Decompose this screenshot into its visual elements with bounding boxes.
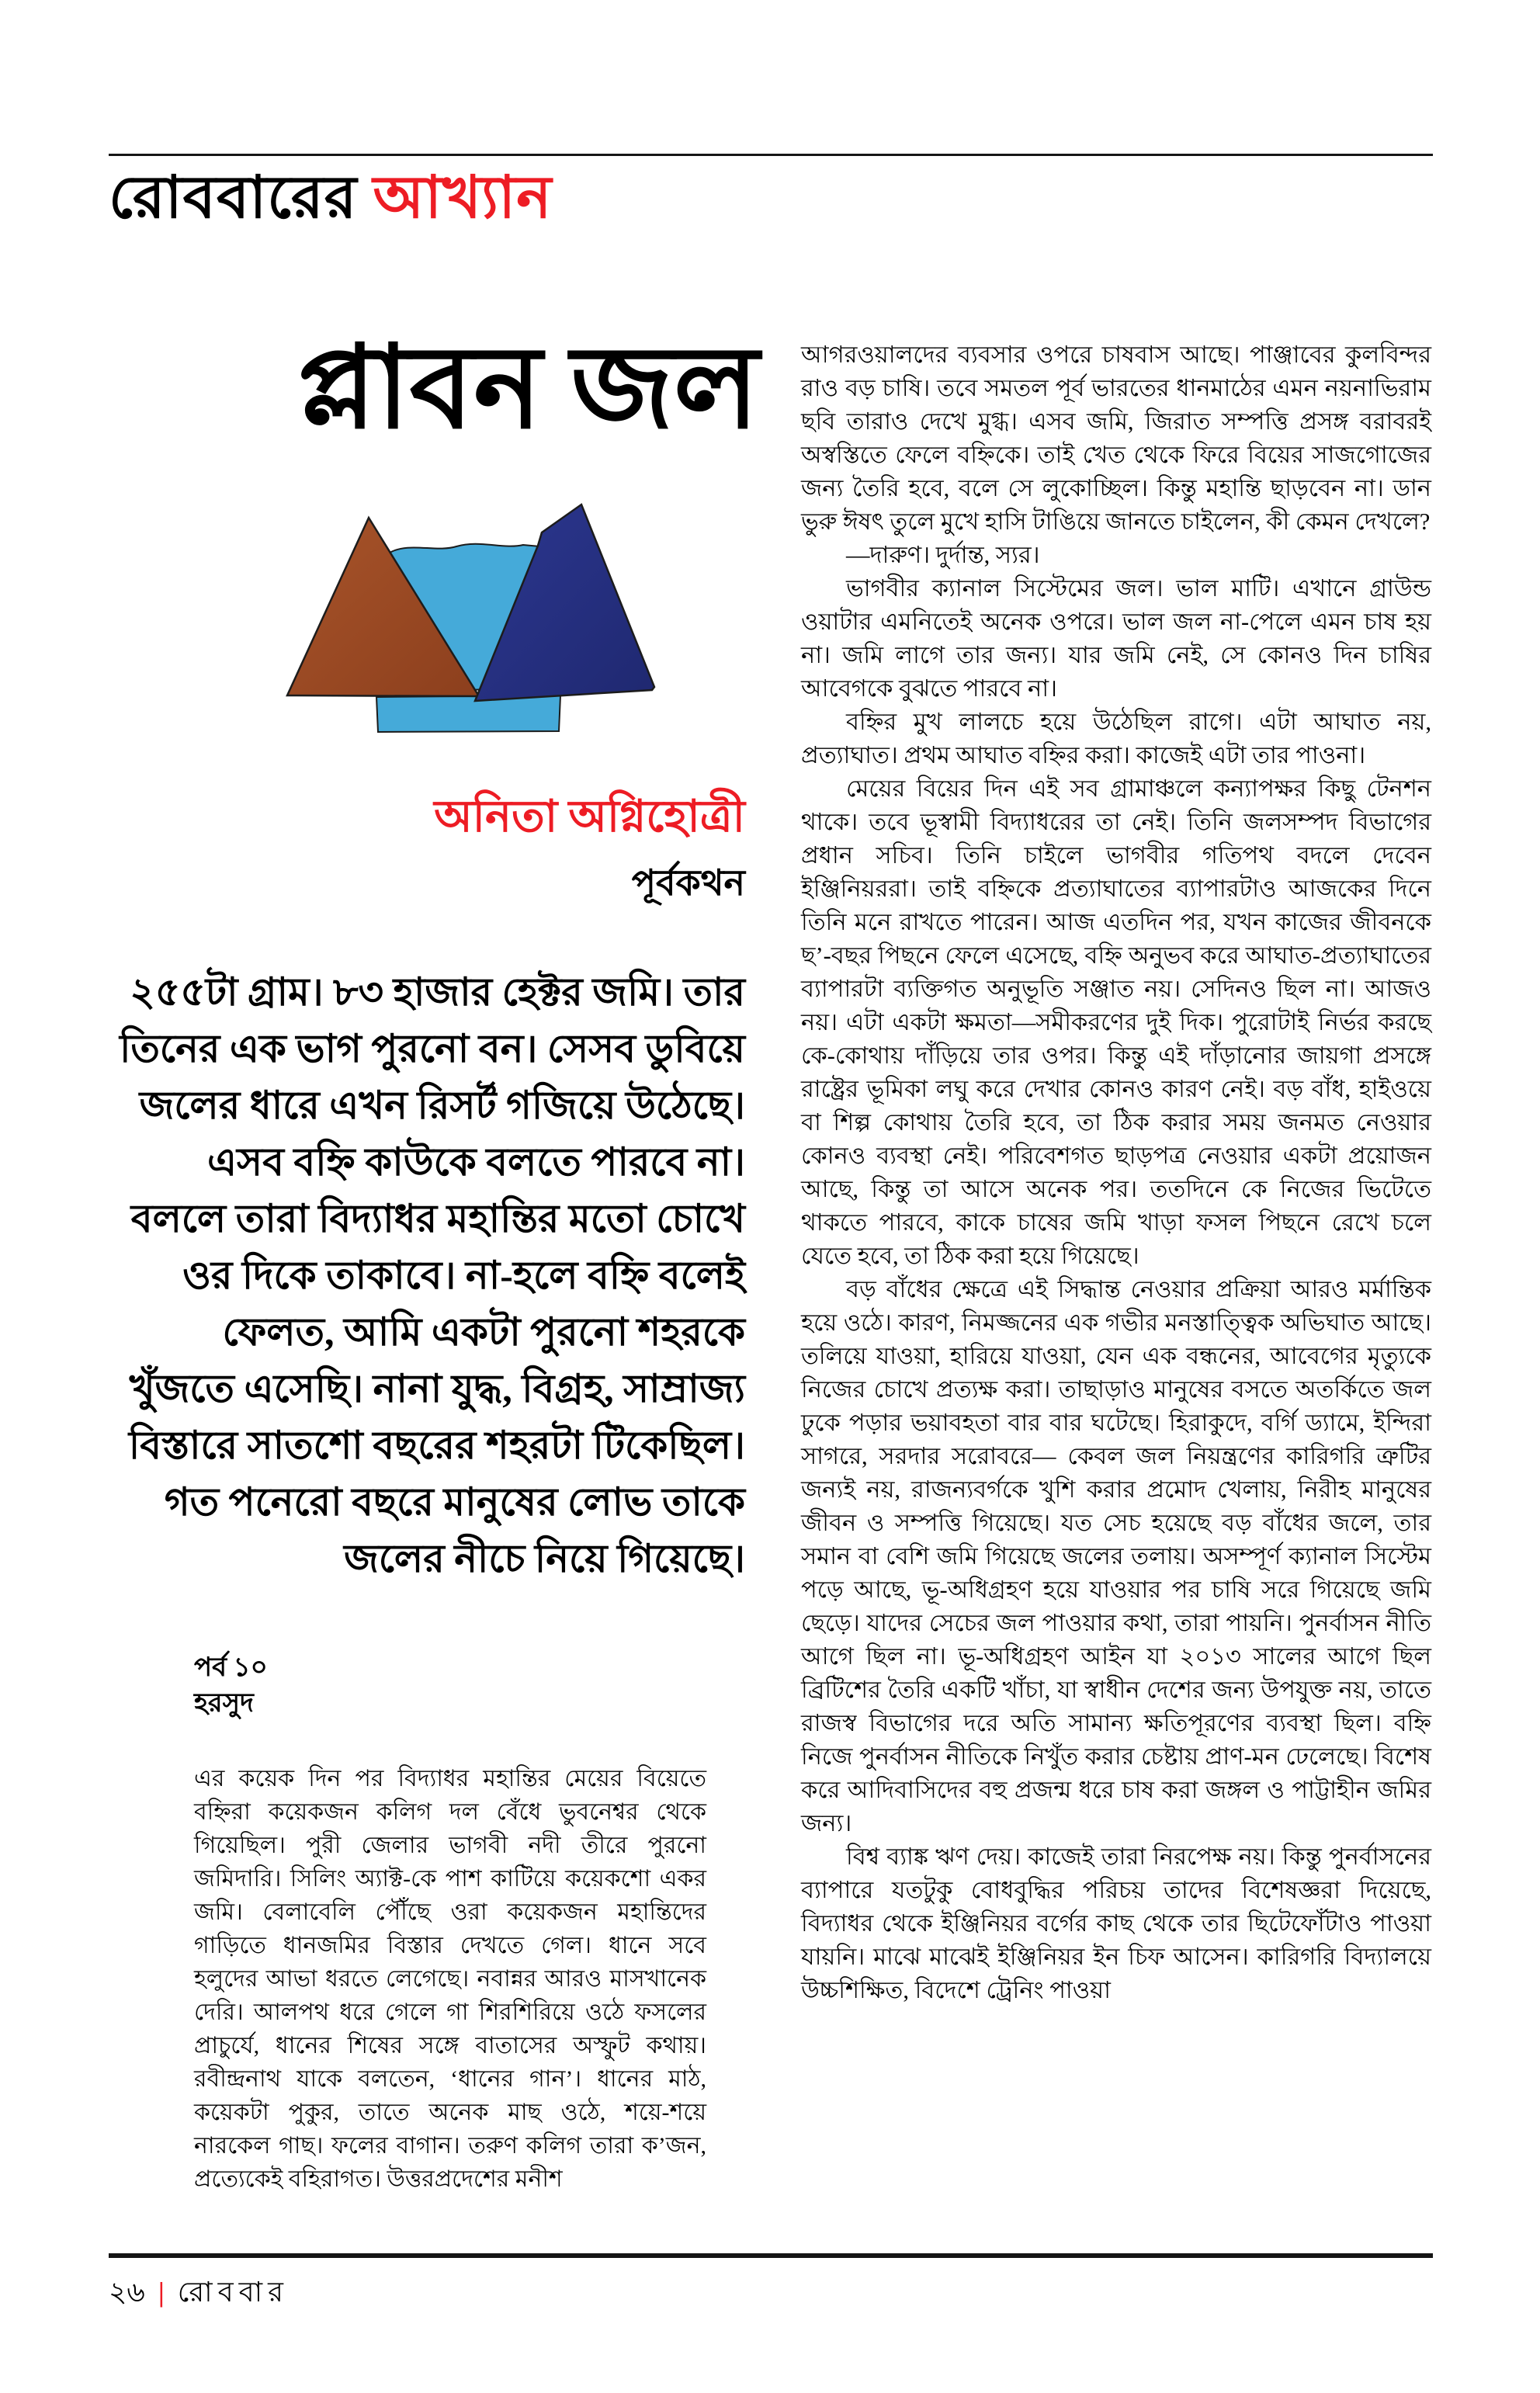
- right-column: [801, 338, 1431, 2007]
- body-paragraph: ভাগবীর ক্যানাল সিস্টেমের জল। ভাল মাটি। এখানে গ্রাউন্ড ওয়াটার এমনিতেই অনেক ওপরে। ভাল জল না-পেলে এমন চাষ হয় না। জমি লাগে তার জন্য। যার জমি নেই, সে কোনও দিন চাষির আবেগকে বুঝতে পারবে না।: [801, 575, 1431, 702]
- section-kicker: পূর্বকথন: [631, 863, 745, 903]
- body-paragraph: বহ্নির মুখ লালচে হয়ে উঠেছিল রাগে। এটা আঘাত নয়, প্রত্যাঘাত। প্রথম আঘাত বহ্নির করা। কাজেই এটা তার পাওনা।: [801, 709, 1431, 768]
- body-paragraph: আগরওয়ালদের ব্যবসার ওপরে চাষবাস আছে। পাঞ্জাবের কুলবিন্দর রাও বড় চাষি। তবে সমতল পূর্ব ভারতের ধানমাঠের এমন নয়নাভিরাম ছবি তারাও দেখে মুগ্ধ। এসব জমি, জিরাত সম্পত্তি প্রসঙ্গ বরাবরই অস্বস্তিতে ফেলে বহ্নিকে। তাই খেত থেকে ফিরে বিয়ের সাজগোজের জন্য তৈরি হবে, বলে সে লুকোচ্ছিল। কিন্তু মহান্তি ছাড়বেন না। ডান ভুরু ঈষৎ তুলে মুখে হাসি টাঙিয়ে জানতে চাইলেন, কী কেমন দেখলে?: [801, 342, 1431, 535]
- author-name: অনিতা অগ্নিহোত্রী: [434, 792, 745, 841]
- footer-separator: |: [158, 2277, 165, 2308]
- part-block: [194, 1650, 268, 1722]
- body-paragraph: বিশ্ব ব্যাঙ্ক ঋণ দেয়। কাজেই তারা নিরপেক্ষ নয়। কিন্তু পুনর্বাসনের ব্যাপারে যতটুকু বোধবুদ্ধির পরিচয় তাদের বিশেষজ্ঞরা দিয়েছে, বিদ্যাধর থেকে ইঞ্জিনিয়র বর্গের কাছ থেকে তার ছিটেফোঁটাও পাওয়া যায়নি। মাঝে মাঝেই ইঞ্জিনিয়র ইন চিফ আসেন। কারিগরি বিদ্যালয়ে উচ্চশিক্ষিত, বিদেশে ট্রেনিং পাওয়া: [801, 1843, 1431, 2003]
- series-masthead: [109, 166, 1040, 231]
- magazine-name: রোববার: [177, 2277, 289, 2308]
- series-title-accent: আখ্যান: [373, 165, 553, 231]
- page-number: ২৬: [109, 2277, 145, 2308]
- water-base: [376, 695, 560, 732]
- part-name: হরসুদ: [194, 1689, 254, 1718]
- footer-rule: [109, 2253, 1433, 2258]
- part-label: পর্ব ১০: [194, 1653, 268, 1682]
- series-title: রোববারের: [109, 165, 358, 231]
- left-column-text: এর কয়েক দিন পর বিদ্যাধর মহান্তির মেয়ের বিয়েতে বহ্নিরা কয়েকজন কলিগ দল বেঁধে ভুবনেশ্বর থেকে গিয়েছিল। পুরী জেলার ভাগবী নদী তীরে পুরনো জমিদারি। সিলিং অ্যাক্ট-কে পাশ কাটিয়ে কয়েকশো একর জমি। বেলাবেলি পৌঁছে ওরা কয়েকজন মহান্তিদের গাড়িতে ধানজমির বিস্তার দেখতে গেল। ধানে সবে হলুদের আভা ধরতে লেগেছে। নবান্নর আরও মাসখানেক দেরি। আলপথ ধরে গেলে গা শিরশিরিয়ে ওঠে ফসলের প্রাচুর্যে, ধানের শিষের সঙ্গে বাতাসের অস্ফুট কথায়। রবীন্দ্রনাথ যাকে বলতেন, ‘ধানের গান’। ধানের মাঠ, কয়েকটা পুকুর, তাতে অনেক মাছ ওঠে, শয়ে-শয়ে নারকেল গাছ। ফলের বাগান। তরুণ কলিগ তারা ক’জন, প্রত্যেকেই বহিরাগত। উত্তরপ্রদেশের মনীশ: [194, 1766, 706, 2192]
- page-footer: [109, 2274, 289, 2311]
- body-paragraph: মেয়ের বিয়ের দিন এই সব গ্রামাঞ্চলে কন্যাপক্ষর কিছু টেনশন থাকে। তবে ভূস্বামী বিদ্যাধরের তা নেই। তিনি জলসম্পদ বিভাগের প্রধান সচিব। তিনি চাইলে ভাগবীর গতিপথ বদলে দেবেন ইঞ্জিনিয়ররা। তাই বহ্নিকে প্রত্যাঘাতের ব্যাপারটাও আজকের দিনে তিনি মনে রাখতে পারেন। আজ এতদিন পর, যখন কাজের জীবনকে ছ’-বছর পিছনে ফেলে এসেছে, বহ্নি অনুভব করে আঘাত-প্রত্যাঘাতের ব্যাপারটা ব্যক্তিগত অনুভূতি সঞ্জাত নয়। সেদিনও ছিল না। আজও নয়। এটা একটা ক্ষমতা—সমীকরণের দুই দিক। পুরোটাই নির্ভর করছে কে-কোথায় দাঁড়িয়ে তার ওপর। কিন্তু এই দাঁড়ানোর জায়গা প্রসঙ্গে রাষ্ট্রের ভূমিকা লঘু করে দেখার কোনও কারণ নেই। বড় বাঁধ, হাইওয়ে বা শিল্প কোথায় তৈরি হবে, তা ঠিক করার সময় জনমত নেওয়ার কোনও ব্যবস্থা নেই। পরিবেশগত ছাড়পত্র নেওয়ার একটা প্রয়োজন আছে, কিন্তু তা আসে অনেক পর। ততদিনে কে নিজের ভিটেতে থাকতে পারবে, কাকে চাষের জমি খাড়া ফসল পিছনে রেখে চলে যেতে হবে, তা ঠিক করা হয়ে গিয়েছে।: [801, 775, 1431, 1269]
- body-paragraph: বড় বাঁধের ক্ষেত্রে এই সিদ্ধান্ত নেওয়ার প্রক্রিয়া আরও মর্মান্তিক হয়ে ওঠে। কারণ, নিমজ্জনের এক গভীর মনস্তাত্ত্বিক অভিঘাত আছে। তলিয়ে যাওয়া, হারিয়ে যাওয়া, যেন এক বন্ধনের, আবেগের মৃত্যুকে নিজের চোখে প্রত্যক্ষ করা। তাছাড়াও মানুষের বসতে অতর্কিতে জল ঢুকে পড়ার ভয়াবহতা বার বার ঘটেছে। হিরাকুদে, বর্গি ড্যামে, ইন্দিরা সাগরে, সরদার সরোবরে— কেবল জল নিয়ন্ত্রণের কারিগরি ত্রুটির জন্যই নয়, রাজন্যবর্গকে খুশি করার প্রমোদ খেলায়, নিরীহ মানুষের জীবন ও সম্পত্তি গিয়েছে। যত সেচ হয়েছে বড় বাঁধের জলে, তার সমান বা বেশি জমি গিয়েছে জলের তলায়। অসম্পূর্ণ ক্যানাল সিস্টেম পড়ে আছে, ভূ-অধিগ্রহণ হয়ে যাওয়ার পর চাষি সরে গিয়েছে জমি ছেড়ে। যাদের সেচের জল পাওয়ার কথা, তারা পায়নি। পুনর্বাসন নীতি আগে ছিল না। ভূ-অধিগ্রহণ আইন যা ২০১৩ সালের আগে ছিল ব্রিটিশের তৈরি একটি খাঁচা, যা স্বাধীন দেশের জন্য উপযুক্ত নয়, তাতে রাজস্ব বিভাগের দরে অতি সামান্য ক্ষতিপূরণের ব্যবস্থা ছিল। বহ্নি নিজে পুনর্বাসন নীতিকে নিখুঁত করার চেষ্টায় প্রাণ-মন ঢেলেছে। বিশেষ করে আদিবাসিদের বহু প্রজন্ম ধরে চাষ করা জঙ্গল ও পাট্টাহীন জমির জন্য।: [801, 1276, 1431, 1836]
- body-paragraph-dialogue: —দারুণ। দুর্দান্ত, স্যর।: [846, 542, 1040, 568]
- top-rule: [109, 154, 1433, 156]
- article-title: প্লাবন জল: [297, 325, 759, 453]
- flood-mountains-illustration: [281, 497, 663, 739]
- standfirst: ২৫৫টা গ্রাম। ৮৩ হাজার হেক্টর জমি। তার তিনের এক ভাগ পুরনো বন। সেসব ডুবিয়ে জলের ধারে এখন রিসর্ট গজিয়ে উঠেছে। এসব বহ্নি কাউকে বলতে পারবে না। বললে তারা বিদ্যাধর মহান্তির মতো চোখে ওর দিকে তাকাবে। না-হলে বহ্নি বলেই ফেলত, আমি একটা পুরনো শহরকে খুঁজতে এসেছি। নানা যুদ্ধ, বিগ্রহ, সাম্রাজ্য বিস্তারে সাতশো বছরের শহরটা টিকেছিল। গত পনেরো বছরে মানুষের লোভ তাকে জলের নীচে নিয়ে গিয়েছে।: [120, 970, 745, 1580]
